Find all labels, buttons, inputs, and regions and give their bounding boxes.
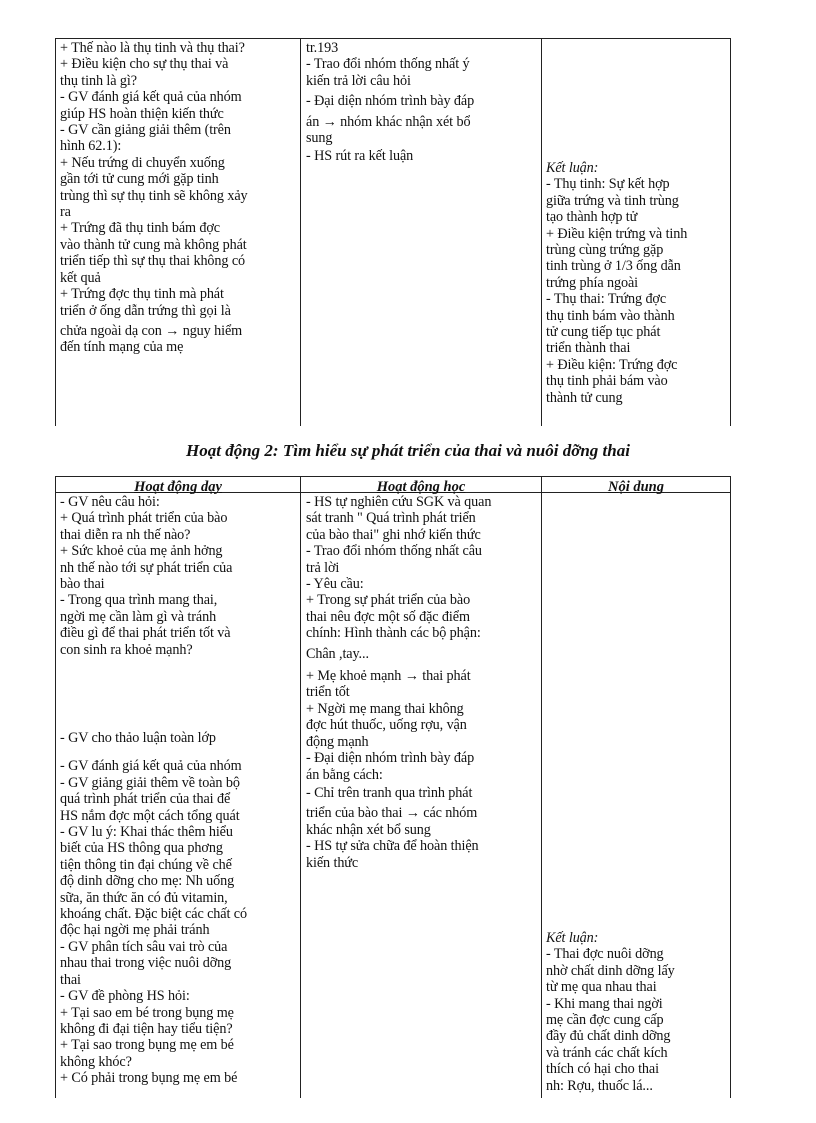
text-line: không đi đại tiện hay tiểu tiện? [60, 1020, 233, 1037]
text-line: - GV đánh giá kết quả của nhóm [60, 758, 242, 775]
text-line: + Tại sao em bé trong bụng mẹ [60, 1004, 234, 1021]
text-line: tr.193 [306, 40, 339, 56]
text-line: kiến trả lời câu hỏi [306, 72, 411, 89]
text-line: và tránh các chất kích [546, 1044, 668, 1061]
text-line: + Nếu trứng di chuyển xuống [60, 154, 225, 171]
text-line: - Trong qua trình mang thai, [60, 592, 218, 609]
text-line: nhau thai trong việc nuôi dỡng [60, 955, 232, 972]
text-line: nh: Rợu, thuốc lá... [546, 1077, 653, 1094]
text-line: - HS tự nghiên cứu SGK và quan [306, 494, 492, 510]
text-line: giữa trứng và tinh trùng [546, 192, 679, 209]
header-student-activity: Hoạt động học [376, 479, 466, 494]
text-line: độ dinh dỡng cho mẹ: Nh uống [60, 873, 235, 890]
text-line: trứng phía ngoài [546, 274, 638, 291]
text-line: + Mẹ khoẻ mạnh → thai phát [306, 668, 471, 685]
text-line: triển của bào thai → các nhóm [306, 805, 478, 822]
text-line: thụ tinh phải bám vào [546, 373, 668, 390]
table1-teacher-activity [60, 40, 248, 356]
text-line: trùng thì sự thụ tinh sẽ không xảy [60, 187, 248, 204]
text-line: - Thụ thai: Trứng đợc [546, 291, 667, 308]
text-line: kết quả [60, 269, 101, 286]
table1-student-activity [306, 40, 474, 165]
text-line: - Chỉ trên tranh qua trình phát [306, 784, 473, 801]
text-line: án bằng cách: [306, 766, 383, 783]
text-line: thành tử cung [546, 389, 623, 406]
text-line: sát tranh " Quá trình phát triển [306, 510, 476, 527]
text-line: - GV đánh giá kết quả của nhóm [60, 89, 242, 106]
text-line: con sinh ra khoẻ mạnh? [60, 641, 193, 658]
text-line: - HS rút ra kết luận [306, 148, 414, 165]
text-line: đợc hút thuốc, uống rợu, vận [306, 717, 467, 734]
text-line: mẹ cần đợc cung cấp [546, 1012, 664, 1029]
table2-right-border [730, 476, 731, 1098]
table1-right-border [730, 38, 731, 426]
text-line: tinh trùng ở 1/3 ống dẫn [546, 258, 681, 275]
text-line: Chân ,tay... [306, 645, 369, 662]
text-line: - Thai đợc nuôi dỡng [546, 946, 664, 963]
text-line: - GV đề phòng HS hỏi: [60, 988, 190, 1005]
text-line: + Trứng đợc thụ tinh mà phát [60, 286, 224, 303]
text-line: + Quá trình phát triển của bào [60, 510, 228, 527]
text-line: chửa ngoài dạ con → nguy hiểm [60, 322, 243, 339]
text-line: quá trình phát triển của thai để [60, 791, 231, 808]
text-line: + Trong sự phát triển của bào [306, 592, 471, 609]
conclusion-heading: Kết luận: [546, 930, 599, 946]
text-line: từ mẹ qua nhau thai [546, 979, 657, 996]
text-line: điều gì để thai phát triển tốt và [60, 625, 231, 642]
table2-divider-1 [300, 476, 301, 1098]
text-line: + Điều kiện cho sự thụ thai và [60, 56, 229, 73]
text-line: thai diễn ra nh thế nào? [60, 526, 191, 543]
text-line: động mạnh [306, 733, 369, 750]
text-line: - Khi mang thai ngời [546, 995, 663, 1012]
text-line: - Trao đổi nhóm thống nhất câu [306, 543, 482, 560]
text-line: triển thành thai [546, 340, 631, 357]
text-line: không khóc? [60, 1053, 132, 1070]
text-line: của bào thai" ghi nhớ kiến thức [306, 526, 481, 543]
text-line: tiện thông tin đại chúng về chế [60, 856, 232, 873]
text-line [60, 746, 247, 758]
text-line: triển tốt [306, 684, 350, 701]
text-line: - Đại diện nhóm trình bày đáp [306, 750, 475, 767]
header-teacher-activity: Hoạt động dạy [134, 479, 222, 494]
table2-left-border [55, 476, 56, 1098]
text-line: + Trứng đã thụ tinh bám đợc [60, 220, 221, 237]
text-line: thích có hại cho thai [546, 1061, 659, 1078]
table2-divider-2 [541, 476, 542, 1098]
text-line: - HS tự sửa chữa để hoàn thiện [306, 838, 479, 855]
text-line: - Trao đổi nhóm thống nhất ý [306, 56, 470, 73]
text-line: + Có phải trong bụng mẹ em bé [60, 1070, 238, 1087]
text-line: án → nhóm khác nhận xét bổ [306, 113, 471, 130]
text-line: thụ tinh bám vào thành [546, 307, 675, 324]
text-line: sung [306, 130, 333, 147]
text-line: triển tiếp thì sự thụ thai không có [60, 253, 246, 270]
text-line: khác nhận xét bổ sung [306, 821, 431, 838]
section-heading: Hoạt động 2: Tìm hiểu sự phát triển của thai và nuôi dỡng thai [186, 441, 630, 460]
text-line: - Yêu cầu: [306, 576, 364, 593]
table2-content [546, 930, 675, 1094]
text-line: nh thế nào tới sự phát triển của [60, 559, 233, 576]
text-line: ngời mẹ cần làm gì và tránh [60, 608, 217, 625]
text-line: trả lời [306, 559, 340, 576]
text-line: bào thai [60, 576, 105, 593]
text-line: triển ở ống dẫn trứng thì gọi là [60, 302, 231, 319]
text-line: ra [60, 204, 71, 221]
text-line: độc hại ngời mẹ phải tránh [60, 922, 210, 939]
table1-divider-2 [541, 38, 542, 426]
text-line: - GV phân tích sâu vai trò của [60, 938, 228, 955]
text-line: + Sức khoẻ của mẹ ảnh hởng [60, 543, 223, 560]
text-line: khoáng chất. Đặc biệt các chất có [60, 906, 247, 923]
text-line: + Điều kiện trứng và tinh [546, 225, 688, 242]
text-line: - Thụ tinh: Sự kết hợp [546, 176, 670, 193]
text-line: vào thành tử cung mà không phát [60, 236, 247, 253]
table1-content [546, 160, 687, 406]
text-line: biết của HS thông qua phơng [60, 840, 223, 857]
text-line: - GV nêu câu hỏi: [60, 494, 160, 510]
text-line: hình 62.1): [60, 138, 122, 155]
text-line: - GV cho thảo luận toàn lớp [60, 730, 216, 746]
text-line: kiến thức [306, 854, 359, 871]
table1-left-border [55, 38, 56, 426]
table2-teacher-activity-bottom [60, 730, 247, 1087]
table2-student-activity [306, 494, 491, 871]
text-line: + Ngời mẹ mang thai không [306, 700, 464, 717]
text-line: đầy đủ chất dinh dỡng [546, 1028, 671, 1045]
header-content: Nội dung [607, 479, 664, 494]
text-line: thụ tinh là gì? [60, 72, 137, 89]
conclusion-heading: Kết luận: [546, 160, 599, 176]
text-line: thai [60, 971, 81, 988]
text-line: đến tính mạng của mẹ [60, 339, 184, 356]
text-line: - GV giảng giải thêm về toàn bộ [60, 774, 240, 791]
text-line: + Điều kiện: Trứng đợc [546, 356, 678, 373]
table1-top-border [55, 38, 731, 39]
text-line: trùng cùng trứng gặp [546, 242, 664, 259]
text-line: gần tới tử cung mới gặp tinh [60, 171, 219, 188]
text-line: - GV cần giảng giải thêm (trên [60, 122, 231, 139]
text-line: + Thế nào là thụ tinh và thụ thai? [60, 40, 245, 56]
text-line: - GV lu ý: Khai thác thêm hiểu [60, 824, 233, 841]
text-line: tử cung tiếp tục phát [546, 324, 661, 341]
text-line: + Tại sao trong bụng mẹ em bé [60, 1037, 234, 1054]
table1-divider-1 [300, 38, 301, 426]
text-line: sữa, ăn thức ăn có đủ vitamin, [60, 889, 228, 906]
table2-teacher-activity-top [60, 494, 232, 658]
text-line: giúp HS hoàn thiện kiến thức [60, 105, 224, 122]
text-line: - Đại diện nhóm trình bày đáp [306, 93, 475, 110]
text-line: chính: Hình thành các bộ phận: [306, 625, 481, 642]
text-line: HS nắm đợc một cách tổng quát [60, 807, 240, 824]
text-line: tạo thành hợp tử [546, 209, 638, 226]
table2-top-border [55, 476, 731, 477]
text-line: nhờ chất dinh dỡng lấy [546, 962, 675, 979]
text-line: thai nêu đợc một số đặc điểm [306, 608, 470, 625]
